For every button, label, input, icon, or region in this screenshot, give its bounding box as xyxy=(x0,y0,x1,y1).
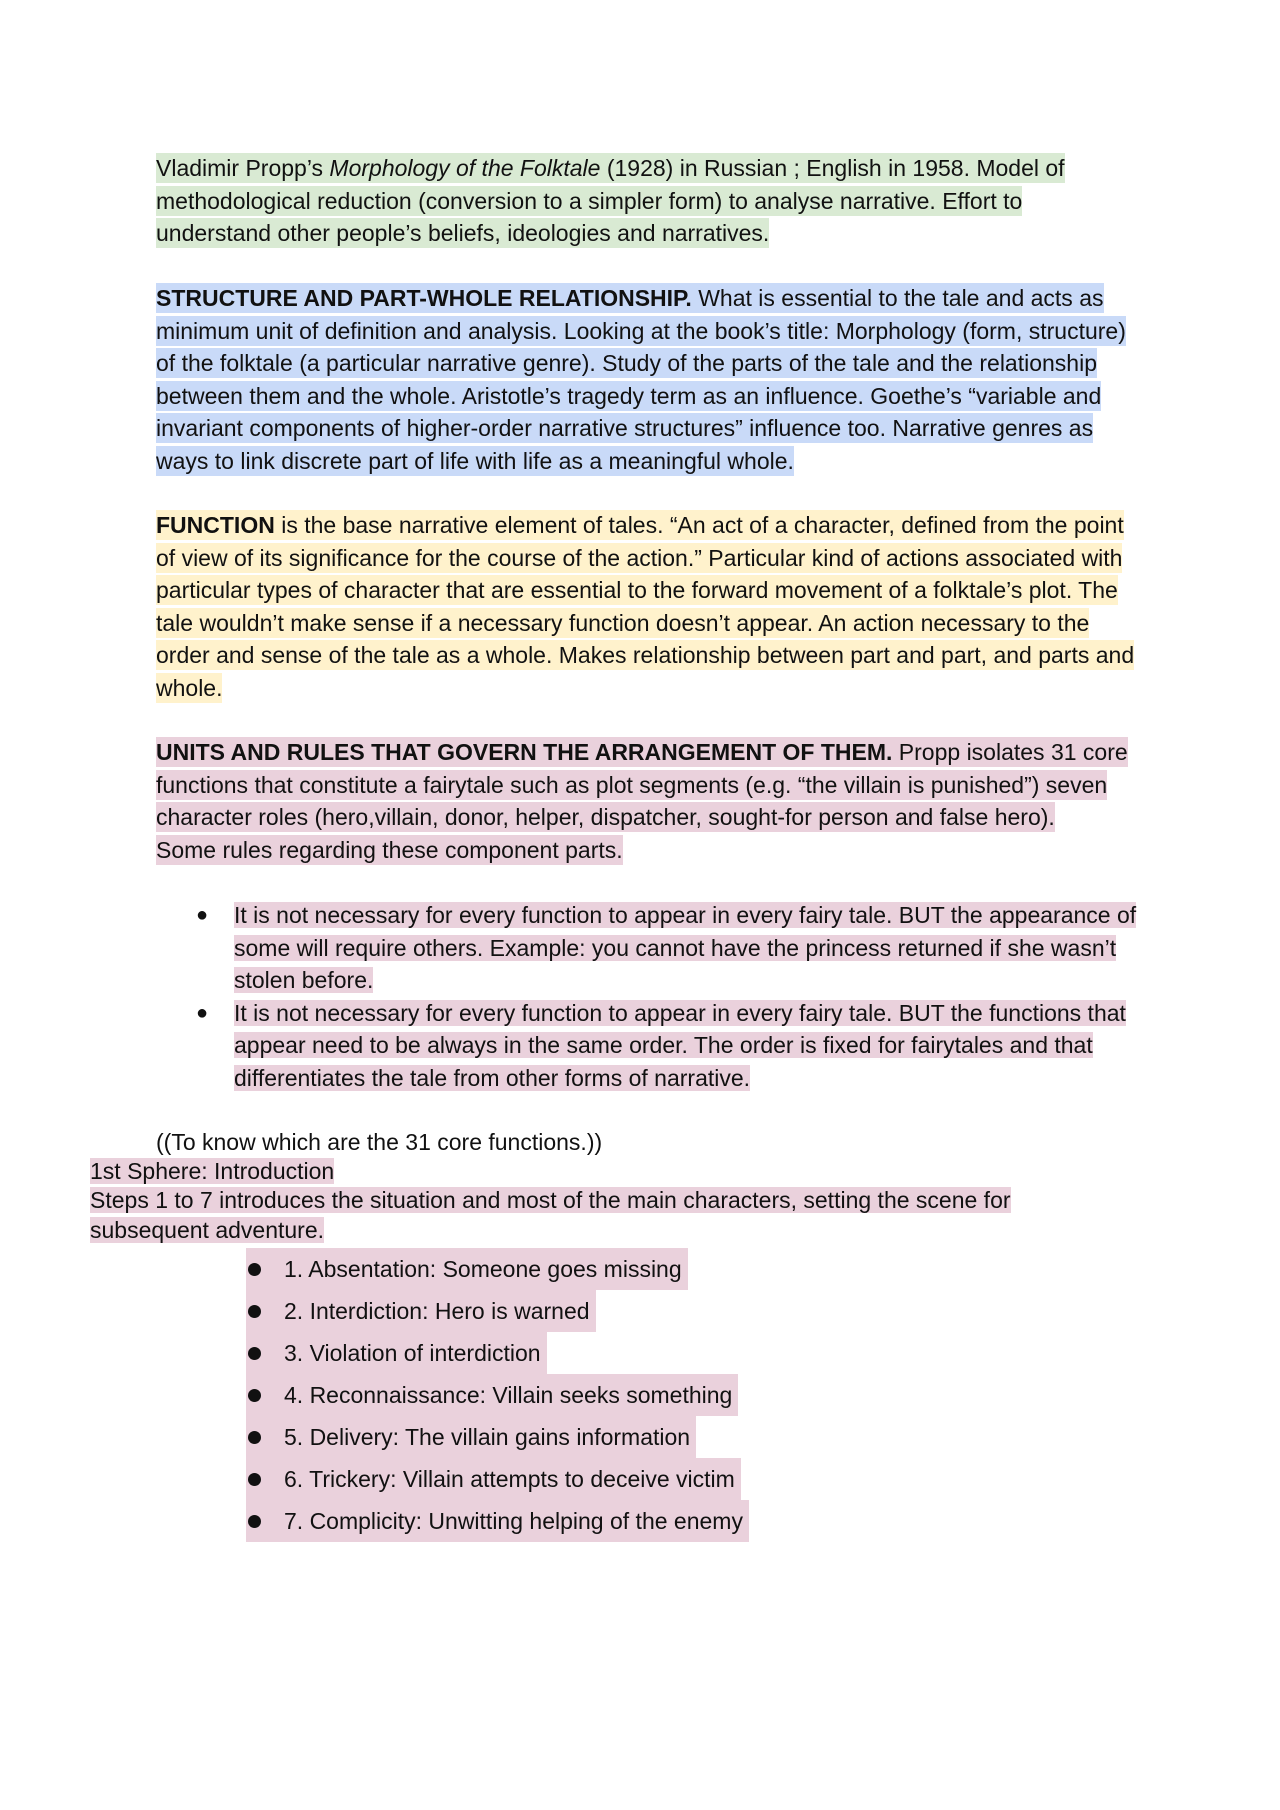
list-item xyxy=(246,1416,749,1458)
units-paragraph xyxy=(156,736,1136,866)
rules-intro: Some rules regarding these component parts. xyxy=(156,836,623,863)
list-item xyxy=(246,1290,749,1332)
list-item xyxy=(246,1458,749,1500)
bullet-icon xyxy=(248,1431,261,1444)
function-item-text: 1. Absentation: Someone goes missing xyxy=(284,1256,682,1282)
list-item xyxy=(156,899,1146,997)
rules-list xyxy=(156,899,1146,1095)
bullet-icon xyxy=(248,1515,261,1528)
core-functions-list xyxy=(246,1248,749,1542)
units-body: Propp isolates 31 core functions that constitute a fairytale such as plot segments (e.g. “the villain is punished”) seven character roles (hero,villain, donor, helper, dispatcher, sought-for person and false hero). xyxy=(156,739,1128,831)
list-item xyxy=(246,1248,749,1290)
core-functions-note xyxy=(156,1128,602,1157)
function-item-text: 5. Delivery: The villain gains information xyxy=(284,1424,691,1450)
bullet-icon xyxy=(248,1305,261,1318)
structure-paragraph xyxy=(156,282,1136,478)
intro-paragraph xyxy=(156,152,1136,250)
book-title: Morphology of the Folktale xyxy=(329,155,601,181)
sphere-title-text: 1st Sphere: Introduction xyxy=(90,1158,335,1184)
bullet-icon xyxy=(248,1347,261,1360)
sphere-title xyxy=(90,1157,334,1186)
function-body: is the base narrative element of tales. “An act of a character, defined from the point of view of its significance for the course of the action.” Particular kind of actions associated with particular types of character that are essential to the forward movement of a folktale’s plot. The tale wouldn’t make sense if a necessary function doesn’t appear. An action necessary to the order and sense of the tale as a whole. Makes relationship between part and part, and parts and whole. xyxy=(156,512,1135,701)
function-item-text: 4. Reconnaissance: Villain seeks something xyxy=(284,1382,733,1408)
function-item-text: 6. Trickery: Villain attempts to deceive victim xyxy=(284,1466,735,1492)
function-paragraph xyxy=(156,509,1136,705)
function-item-text: 7. Complicity: Unwitting helping of the enemy xyxy=(284,1508,743,1534)
core-note-text: ((To know which are the 31 core functions.)) xyxy=(156,1129,603,1155)
function-item-text: 2. Interdiction: Hero is warned xyxy=(284,1298,590,1324)
intro-text-end: (1928) in Russian ; English in 1958. Model of methodological reduction (conversion to a simpler form) to analyse narrative. Effort to understand other people’s beliefs, ideologies and narratives. xyxy=(156,155,1065,247)
rule-text: It is not necessary for every function to appear in every fairy tale. BUT the appearance of some will require others. Example: you cannot have the princess returned if she wasn’t stolen before. xyxy=(234,902,1137,994)
bullet-icon xyxy=(248,1263,261,1276)
bullet-icon xyxy=(248,1473,261,1486)
bullet-icon xyxy=(248,1389,261,1402)
function-heading: FUNCTION xyxy=(156,512,275,538)
units-heading: UNITS AND RULES THAT GOVERN THE ARRANGEMENT OF THEM. xyxy=(156,739,893,765)
bullet-icon: ● xyxy=(196,904,209,926)
list-item xyxy=(246,1332,749,1374)
steps-text: Steps 1 to 7 introduces the situation and most of the main characters, setting the scene for subsequent adventure. xyxy=(90,1187,1011,1243)
structure-body: What is essential to the tale and acts as minimum unit of definition and analysis. Looking at the book’s title: Morphology (form, structure) of the folktale (a particular narrative genre). Study of the parts of the tale and the relationship between them and the whole. Aristotle’s tragedy term as an influence. Goethe’s “variable and invariant components of higher-order narrative structures” influence too. Narrative genres as ways to link discrete part of life with life as a meaningful whole. xyxy=(156,285,1126,474)
bullet-icon: ● xyxy=(196,1001,209,1024)
list-item xyxy=(246,1500,749,1542)
list-item xyxy=(156,997,1146,1095)
rule-text: It is not necessary for every function to appear in every fairy tale. BUT the functions that appear need to be always in the same order. The order is fixed for fairytales and that differentiates the tale from other forms of narrative. xyxy=(234,999,1126,1091)
steps-paragraph xyxy=(90,1186,1050,1245)
function-item-text: 3. Violation of interdiction xyxy=(284,1340,541,1366)
list-item xyxy=(246,1374,749,1416)
intro-text-start: Vladimir Propp’s xyxy=(156,155,330,181)
structure-heading: STRUCTURE AND PART-WHOLE RELATIONSHIP. xyxy=(156,285,692,311)
